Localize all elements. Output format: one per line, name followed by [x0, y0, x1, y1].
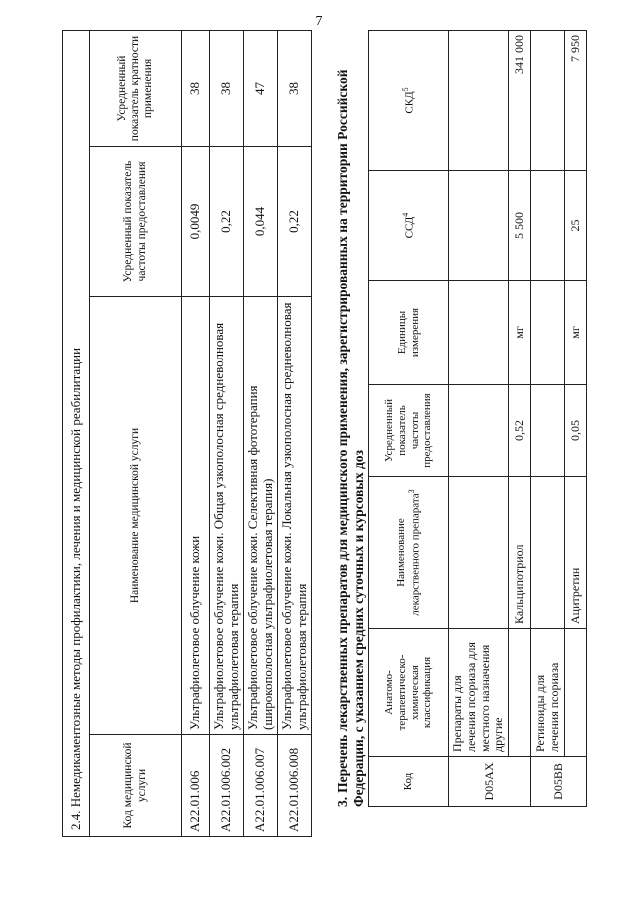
service-name: Ультрафиолетовое облучение кожи [182, 297, 210, 735]
drug-ssd: 5 500 [509, 171, 531, 281]
drug-unit: мг [509, 281, 531, 385]
page-number: 7 [315, 14, 323, 29]
service-multiplicity: 38 [182, 30, 210, 146]
table-row [182, 30, 210, 836]
service-multiplicity: 38 [278, 30, 312, 146]
table-row [278, 30, 312, 836]
service-multiplicity: 47 [244, 30, 278, 146]
table-row [509, 31, 531, 807]
atc-code: D05AX [449, 757, 531, 807]
service-multiplicity: 38 [210, 30, 244, 146]
drug-name: Кальципотриол [509, 477, 531, 629]
section-3-heading [335, 27, 367, 807]
service-code: A22.01.006.008 [278, 735, 312, 837]
section-3-number: 3. [335, 796, 350, 807]
drug-ssd: 25 [565, 171, 587, 281]
header-multiplicity: Усредненный показатель кратности применения [90, 30, 182, 146]
header-atc: Анатомо-терапевтическо-химическая классификация [369, 629, 449, 757]
table-row [244, 30, 278, 836]
table-row [531, 31, 565, 807]
service-frequency: 0,044 [244, 147, 278, 297]
table-row [449, 31, 509, 807]
drug-list-table [368, 30, 587, 807]
rehab-methods-table [62, 30, 312, 837]
service-frequency: 0,22 [210, 147, 244, 297]
service-code: A22.01.006.007 [244, 735, 278, 837]
service-code: A22.01.006 [182, 735, 210, 837]
header-skd: СКД$^5$ [369, 31, 449, 171]
atc-code: D05BB [531, 757, 587, 807]
table-row [565, 31, 587, 807]
atc-group-name: Препараты для лечения псориаза для местного назначения другие [449, 629, 509, 757]
section-2-4-title: 2.4. Немедикаментозные методы профилактики, лечения и медицинской реабилитации [63, 30, 90, 836]
atc-group-name: Ретиноиды для лечения псориаза [531, 629, 565, 757]
header-unit: Единицы измерения [369, 281, 449, 385]
service-name: Ультрафиолетовое облучение кожи. Селективная фототерапия (широкополосная ультрафиолетовая терапия) [244, 297, 278, 735]
header-drug-name: Наименование лекарственного препарата$^3$ [369, 477, 449, 629]
drug-skd: 341 000 [509, 31, 531, 171]
drug-skd: 7 950 [565, 31, 587, 171]
drug-name: Ацитретин [565, 477, 587, 629]
header-frequency: Усредненный показатель частоты предоставления [369, 385, 449, 477]
service-name: Ультрафиолетовое облучение кожи. Локальная узкополосная средневолновая ультрафиолетовая терапия [278, 297, 312, 735]
drug-frequency: 0,52 [509, 385, 531, 477]
header-code: Код [369, 757, 449, 807]
header-frequency: Усредненный показатель частоты предоставления [90, 147, 182, 297]
service-name: Ультрафиолетовое облучение кожи. Общая узкополосная средневолновая ультрафиолетовая терапия [210, 297, 244, 735]
service-code: A22.01.006.002 [210, 735, 244, 837]
drug-frequency: 0,05 [565, 385, 587, 477]
header-service-name: Наименование медицинской услуги [90, 297, 182, 735]
service-frequency: 0,22 [278, 147, 312, 297]
header-ssd: ССД$^4$ [369, 171, 449, 281]
service-frequency: 0,0049 [182, 147, 210, 297]
drug-unit: мг [565, 281, 587, 385]
table-row [210, 30, 244, 836]
section-3-title: Перечень лекарственных препаратов для медицинского применения, зарегистрированных на территории Российской Федерации, с указанием средних суточных и курсовых доз [335, 69, 366, 807]
header-service-code: Код медицинской услуги [90, 735, 182, 837]
